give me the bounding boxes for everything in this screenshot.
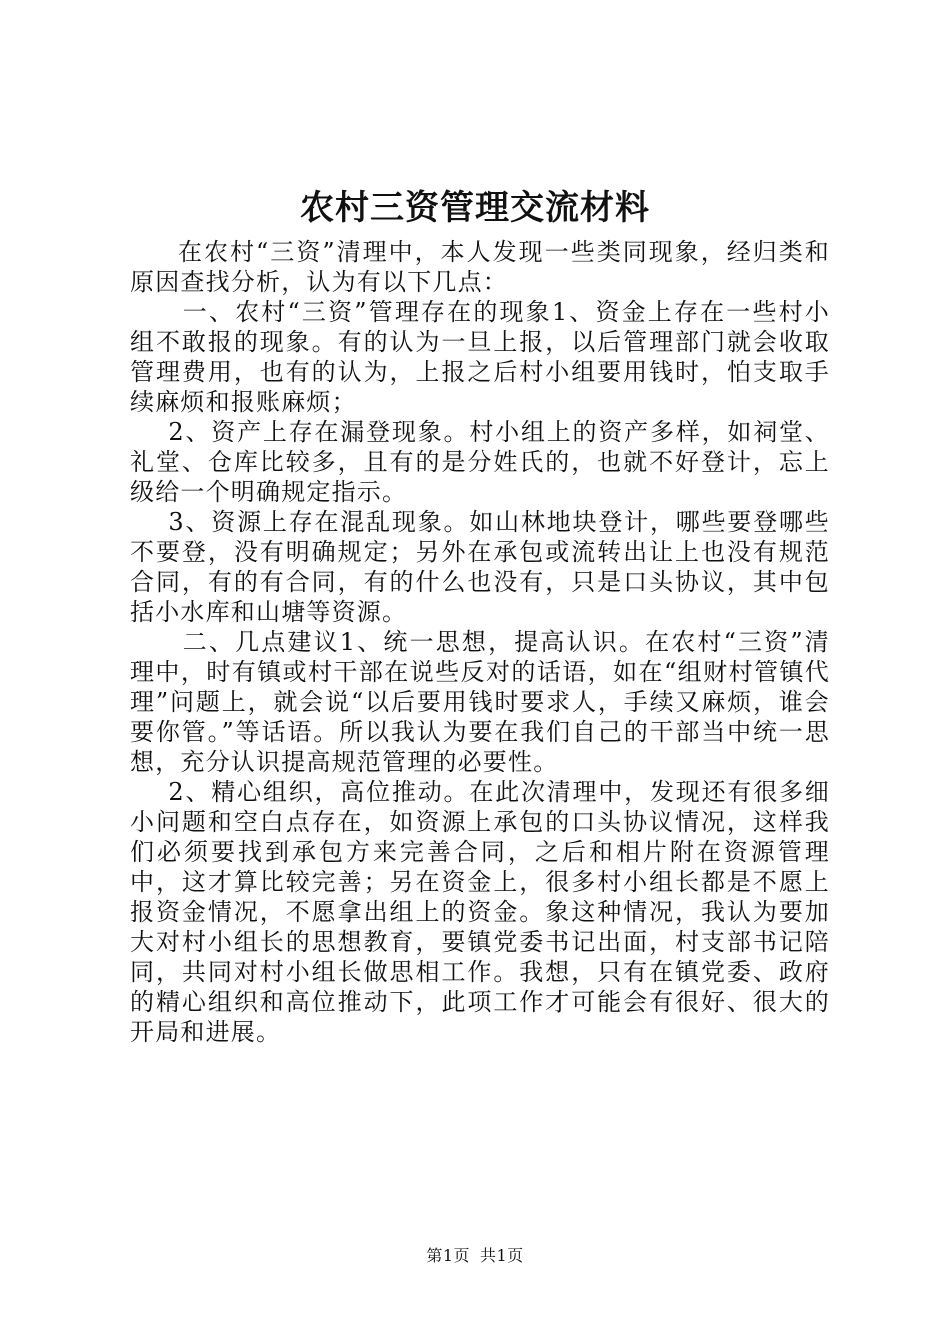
- paragraph-section-one: 一、农村“三资”管理存在的现象1、资金上存在一些村小组不敢报的现象。有的认为一旦上报，以后管理部门就会收取管理费用，也有的认为，上报之后村小组要用钱时，怕支取手续麻烦和报账麻烦；: [130, 298, 830, 416]
- paragraph-assets: 2、资产上存在漏登现象。村小组上的资产多样，如祠堂、礼堂、仓库比较多，且有的是分姓氏的，也就不好登计，忘上级给一个明确规定指示。: [130, 418, 830, 506]
- paragraph-section-two: 二、几点建议1、统一思想，提高认识。在农村“三资”清理中，时有镇或村干部在说些反对的话语，如在“组财村管镇代理”问题上，就会说“以后要用钱时要求人，手续又麻烦，谁会要你管。”等话语。所以我认为要在我们自己的干部当中统一思想，充分认识提高规范管理的必要性。: [130, 628, 830, 776]
- paragraph-resources: 3、资源上存在混乱现象。如山林地块登计，哪些要登哪些不要登，没有明确规定；另外在承包或流转出让上也没有规范合同，有的有合同，有的什么也没有，只是口头协议，其中包括小水库和山塘等资源。: [130, 508, 830, 626]
- page-total: 共1页: [480, 1246, 524, 1265]
- document-body: [130, 237, 830, 1047]
- page-footer: [0, 1246, 950, 1266]
- page-number: 第1页: [426, 1246, 470, 1265]
- document-title: 农村三资管理交流材料: [300, 188, 650, 228]
- paragraph-organization: 2、精心组织，高位推动。在此次清理中，发现还有很多细小问题和空白点存在，如资源上承包的口头协议情况，这样我们必须要找到承包方来完善合同，之后和相片附在资源管理中，这才算比较完善；另在资金上，很多村小组长都是不愿上报资金情况，不愿拿出组上的资金。象这种情况，我认为要加大对村小组长的思想教育，要镇党委书记出面，村支部书记陪同，共同对村小组长做思相工作。我想，只有在镇党委、政府的精心组织和高位推动下，此项工作才可能会有很好、很大的开局和进展。: [130, 778, 830, 1046]
- paragraph-intro: 在农村“三资”清理中，本人发现一些类同现象，经归类和原因查找分析，认为有以下几点：: [130, 238, 830, 296]
